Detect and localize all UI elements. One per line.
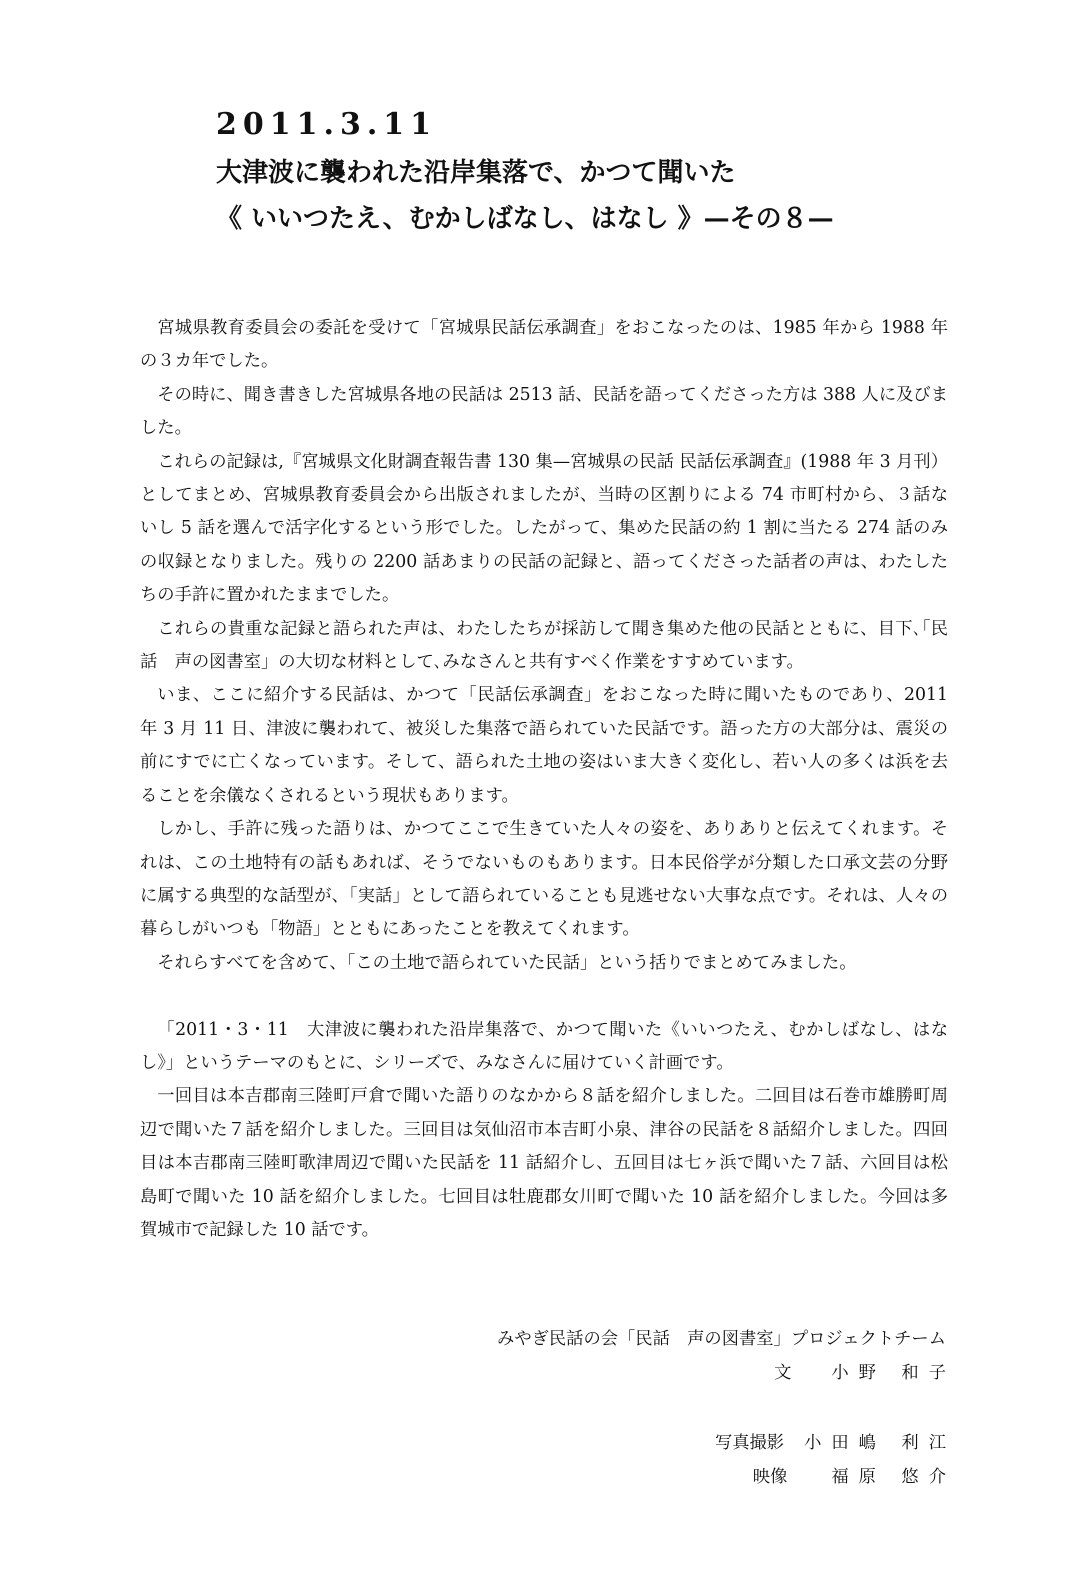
credit-video-label: 映像 <box>752 1467 788 1487</box>
paragraph: これらの貴重な記録と語られた声は、わたしたちが採訪して聞き集めた他の民話とともに、目下､｢民話 声の図書室」の大切な材料として､みなさんと共有すべく作業をすすめています。 <box>140 618 948 673</box>
paragraph: 「2011・3・11 大津波に襲われた沿岸集落で、かつて聞いた《いいつたえ、むかしばなし、はなし》」というテーマのもとに、シリーズで、みなさんに届けていく計画です。 <box>140 1019 948 1073</box>
paragraph: しかし、手許に残った語りは、かつてここで生きていた人々の姿を、ありありと伝えてくれます。それは、この土地特有の話もあれば、そうでないものもあります。日本民俗学が分類した口承文芸の分野に属する典型的な話型が、「実話」として語られていることも見逃せない大事な点です。それは、人々の暮らしがいつも「物語」とともにあったことを教えてくれます。 <box>140 819 948 940</box>
credit-photographer <box>497 1426 956 1460</box>
title-date: 2011.3.11 <box>216 107 438 142</box>
title-line-1: 大津波に襲われた沿岸集落で、かつて聞いた <box>216 158 736 188</box>
paragraph-gap <box>140 980 948 1013</box>
paragraph: いま、ここに紹介する民話は、かつて「民話伝承調査」をおこなった時に聞いたものであり、2011 年 3 月 11 日、津波に襲われて、被災した集落で語られていた民話です。語った方の大部分は、震災の前にすでに亡くなっています。そして、語られた土地の姿はいま大きく変化し、若い人の多くは浜を去ることを余儀なくされるという現状もあります。 <box>140 685 948 806</box>
credit-text-name: 小野 和子 <box>831 1363 956 1383</box>
body-text <box>140 312 948 1247</box>
credit-text-label: 文 <box>774 1363 792 1383</box>
credit-video <box>497 1460 956 1494</box>
paragraph: 一回目は本吉郡南三陸町戸倉で聞いた語りのなかから８話を紹介しました。二回目は石巻市雄勝町周辺で聞いた７話を紹介しました。三回目は気仙沼市本吉町小泉、津谷の民話を８話紹介しました。四回目は本吉郡南三陸町歌津周辺で聞いた民話を 11 話紹介し、五回目は七ヶ浜で聞いた７話、六回目は松島町で聞いた 10 話を紹介しました。七回目は牡鹿郡女川町で聞いた 10 話を紹介しました。今回は多賀城市で記録した 10 話です。 <box>140 1086 948 1240</box>
credit-gap <box>497 1390 946 1426</box>
credits <box>497 1322 956 1494</box>
credit-photo-name: 小田嶋 利江 <box>804 1433 956 1453</box>
title-block <box>216 104 976 242</box>
title-line-2: 《 いいつたえ、むかしばなし、はなし 》—その８— <box>216 204 834 234</box>
paragraph: これらの記録は,『宮城県文化財調査報告書 130 集—宮城県の民話 民話伝承調査』(1988 年 3 月刊）としてまとめ、宮城県教育委員会から出版されましたが、当時の区割りによる 74 市町村から、３話ないし 5 話を選んで活字化するという形でした。したがって、集めた民話の約 1 割に当たる 274 話のみの収録となりました。残りの 2200 話あまりの民話の記録と、語ってくださった話者の声は、わたしたちの手許に置かれたままでした。 <box>140 451 948 606</box>
credit-photo-label: 写真撮影 <box>714 1433 785 1453</box>
credit-video-name: 福原 悠介 <box>831 1467 956 1487</box>
paragraph: 宮城県教育委員会の委託を受けて「宮城県民話伝承調査」をおこなったのは、1985 年から 1988 年の３カ年でした。 <box>140 318 948 372</box>
credit-organization: みやぎ民話の会「民話 声の図書室」プロジェクトチーム <box>497 1329 946 1349</box>
credit-text-author <box>497 1356 956 1390</box>
paragraph: その時に、聞き書きした宮城県各地の民話は 2513 話、民話を語ってくださった方は 388 人に及びました。 <box>140 384 948 439</box>
paragraph: それらすべてを含めて、「この土地で語られていた民話」という括りでまとめてみました。 <box>157 952 857 973</box>
